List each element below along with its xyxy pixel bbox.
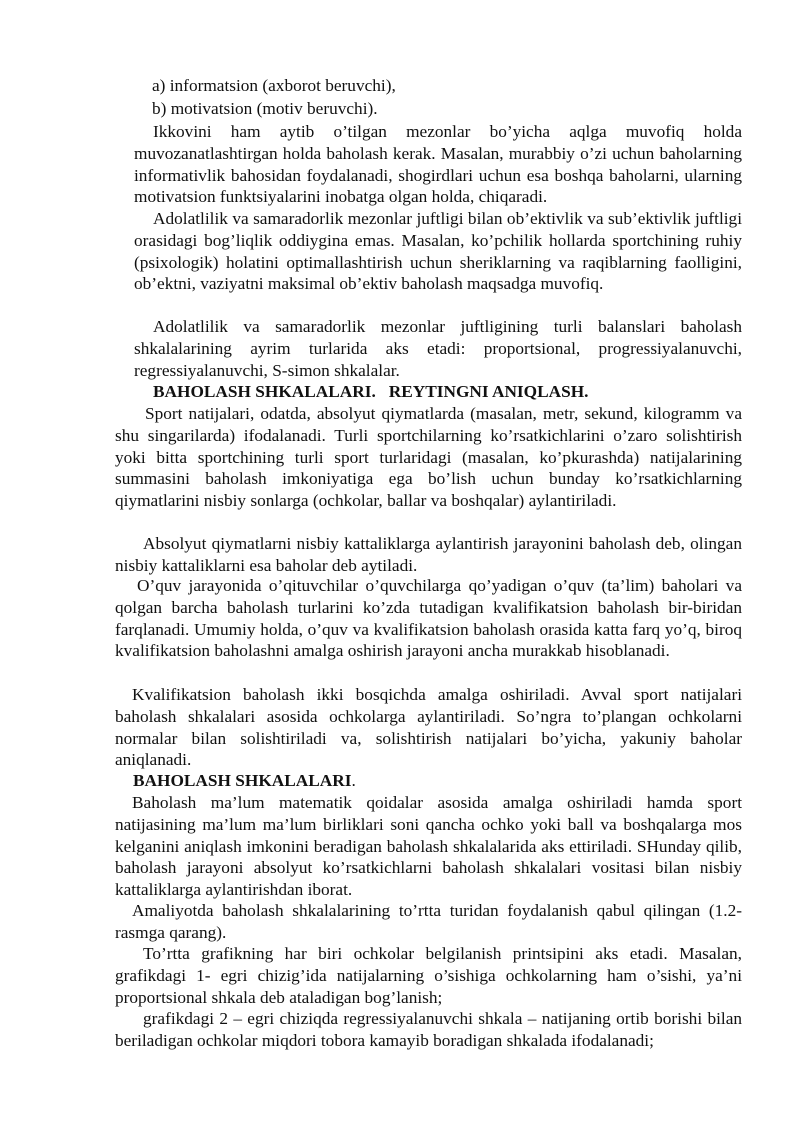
paragraph-absolute-values: Absolyut qiymatlarni nisbiy kattaliklarga aylantirish jarayonini baholash deb, olingan nisbiy kattaliklarni esa baholar deb aytiladi. [115,534,742,575]
paragraph-four-graphs: To’rtta grafikning har biri ochkolar belgilanish printsipini aks etadi. Masalan, grafikdagi 1- egri chizig’ida natijalarning o’sishiga ochkolarning ham o’sishi, ya’ni proportsional shkala deb ataladigan bog’lanish; [115,944,742,1007]
paragraph-learning-process: O’quv jarayonida o’qituvchilar o’quvchilarga qo’yadigan o’quv (ta’lim) baholari va qolgan barcha baholash turlarini ko’zda tutadigan kvalifikatsion baholash bir-biridan farqlanadi. Umumiy holda, o’quv va kvalifikatsion baholash orasida katta farq yo’q, biroq kvalifikatsion baholashni amalga oshirish jarayoni ancha murakkab hisoblanadi. [115,576,742,661]
heading-scales-dot: . [351,771,356,790]
list-item-a: a) informatsion (axborot beruvchi), [152,76,396,95]
paragraph-curve-2: grafikdagi 2 – egri chiziqda regressiyalanuvchi shkala – natijaning ortib borishi bilan beriladigan ochkolar miqdori tobora kamayib boradigan shkalada ifodalanadi; [115,1009,742,1050]
paragraph-qualification: Kvalifikatsion baholash ikki bosqichda amalga oshiriladi. Avval sport natijalari baholash shkalalari asosida ochkolarga aylantiriladi. So’ngra to’plangan ochkolarni normalar bilan solishtiriladi va, solishtirish natijalari bo’yicha, yakuniy baholar aniqlanadi. [115,685,742,770]
paragraph-math-rules: Baholash ma’lum matematik qoidalar asosida amalga oshiriladi hamda sport natijasining ma’lum ma’lum birliklari soni qancha ochko yoki ball va boshqalarga mos kelganini aniqlash imkonini beradigan baholash shkalalarida aks ettiriladi. SHunday qilib, baholash jarayoni absolyut ko’rsatkichlarni baholash shkalalari vositasi bilan nisbiy kattaliklarga aylantirishdan iborat. [115,793,742,900]
paragraph-sport-results: Sport natijalari, odatda, absolyut qiymatlarda (masalan, metr, sekund, kilogramm va shu singarilarda) ifodalanadi. Turli sportchilarning ko’rsatkichlarini o’zaro solishtirish yoki bitta sportchining turli sport turlaridagi (masalan, ko’pkurashda) natijalarining summasini baholash imkoniyatiga ega bo’lish uchun bunday ko’rsatkichlarning qiymatlarini nisbiy sonlarga (ochkolar, ballar va boshqalar) aylantiriladi. [115,404,742,511]
heading-scales-text: BAHOLASH SHKALALARI [133,771,352,790]
heading-scales-rating: BAHOLASH SHKALALARI. REYTINGNI ANIQLASH. [153,382,589,401]
list-item-b: b) motivatsion (motiv beruvchi). [152,99,378,118]
paragraph-scales-types: Adolatlilik va samaradorlik mezonlar juftligining turli balanslari baholash shkalalarining ayrim turlarida aks etadi: proportsional, progressiyalanuvchi, regressiyalanuvchi, S-simon shkalalar. [134,317,742,380]
paragraph-balance: Ikkovini ham aytib o’tilgan mezonlar bo’yicha aqlga muvofiq holda muvozanatlashtirgan holda baholash kerak. Masalan, murabbiy o’zi uchun baholarning informativlik bahosidan foydalanadi, shogirdlari uchun esa boshqa baholarni, ularning motivatsion funktsiyalarini inobatga olgan holda, chiqaradi. [134,122,742,207]
heading-scales [133,770,356,792]
paragraph-four-types: Amaliyotda baholash shkalalarining to’rtta turidan foydalanish qabul qilingan (1.2-rasmga qarang). [115,901,742,942]
paragraph-objectivity: Adolatlilik va samaradorlik mezonlar juftligi bilan ob’ektivlik va sub’ektivlik juftligi orasidagi bog’liqlik oddiygina emas. Masalan, ko’pchilik hollarda sportchining ruhiy (psixologik) holatini optimallashtirish uchun sheriklarning va raqiblarning faolligini, ob’ektni, vaziyatni maksimal ob’ektiv baholash maqsadga muvofiq. [134,209,742,294]
